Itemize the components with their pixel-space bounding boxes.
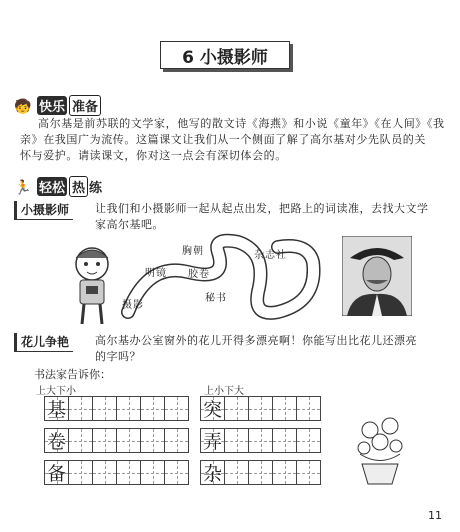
practice-cell[interactable] [92, 460, 117, 485]
practice-cell[interactable]: 杂 [200, 460, 225, 485]
section-prefix: 轻松 [37, 177, 67, 196]
page-number: 11 [428, 509, 442, 522]
boy-with-camera-illustration [62, 242, 122, 327]
flower-pot-illustration [350, 412, 410, 487]
task1-line: 让我们和小摄影师一起从起点出发，把路上的词读准，去找大文学 [95, 202, 429, 215]
task2-line: 高尔基办公室窗外的花儿开得多漂亮啊！你能写出比花儿还漂亮 [95, 334, 417, 347]
runner-icon: 🏃 [14, 180, 32, 196]
section-heading-prepare [14, 95, 102, 116]
section-highlight: 热 [69, 176, 88, 197]
intro-paragraph [20, 116, 448, 164]
practice-cell[interactable] [116, 396, 141, 421]
practice-cell[interactable] [164, 396, 189, 421]
practice-cell[interactable] [296, 396, 321, 421]
writing-grid-group1 [44, 396, 188, 485]
intro-line: 高尔基是前苏联的文学家，他写的散文诗《海燕》和小说《童年》《在人间》《我 [38, 117, 445, 130]
practice-cell[interactable] [68, 428, 93, 453]
practice-cell[interactable] [248, 428, 273, 453]
practice-cell[interactable]: 弄 [200, 428, 225, 453]
task2-instructions [95, 333, 450, 365]
practice-cell[interactable] [68, 460, 93, 485]
group-title: 上大下小 [36, 386, 76, 397]
practice-cell[interactable] [272, 396, 297, 421]
practice-cell[interactable] [140, 428, 165, 453]
group-title: 上小下大 [204, 386, 244, 397]
practice-cell[interactable] [164, 428, 189, 453]
section-heading-practice [14, 176, 102, 197]
practice-cell[interactable] [92, 396, 117, 421]
reader-boy-icon: 🧒 [14, 99, 32, 115]
lesson-title: 6 小摄影师 [160, 41, 290, 69]
practice-cell[interactable] [224, 396, 249, 421]
practice-cell[interactable] [140, 396, 165, 421]
path-word: 明镜 [145, 268, 167, 279]
practice-cell[interactable] [248, 460, 273, 485]
practice-cell[interactable] [140, 460, 165, 485]
section-highlight: 准备 [69, 95, 101, 116]
section-prefix: 快乐 [37, 96, 67, 115]
practice-cell[interactable] [272, 460, 297, 485]
intro-line: 怀与爱护。请读课文，你对这一点会有深切体会的。 [20, 149, 287, 162]
path-word: 胶卷 [188, 269, 210, 280]
task1-line: 家高尔基吧。 [95, 218, 164, 231]
practice-cell[interactable] [296, 460, 321, 485]
calligraphy-note: 书法家告诉你： [34, 368, 111, 381]
practice-cell[interactable]: 备 [44, 460, 69, 485]
task2-line: 的字吗？ [95, 350, 141, 363]
practice-cell[interactable]: 卷 [44, 428, 69, 453]
practice-cell[interactable] [224, 460, 249, 485]
practice-cell[interactable] [224, 428, 249, 453]
practice-cell[interactable] [92, 428, 117, 453]
practice-cell[interactable]: 突 [200, 396, 225, 421]
intro-line: 亲》在我国广为流传。这篇课文让我们从一个侧面了解了高尔基对少先队员的关 [20, 133, 426, 146]
practice-cell[interactable] [164, 460, 189, 485]
practice-cell[interactable] [248, 396, 273, 421]
path-word: 摄影 [122, 300, 144, 311]
task-label-photographer: 小摄影师 [14, 201, 73, 220]
task1-instructions [95, 201, 450, 233]
section-suffix: 练 [89, 181, 103, 196]
task-label-flowers: 花儿争艳 [14, 333, 73, 352]
path-word: 秘书 [205, 293, 227, 304]
practice-cell[interactable] [116, 428, 141, 453]
path-word: 杂志社 [254, 250, 287, 261]
path-word: 胸朝 [182, 246, 204, 257]
gorky-portrait-photo [342, 236, 412, 316]
practice-cell[interactable]: 基 [44, 396, 69, 421]
practice-cell[interactable] [272, 428, 297, 453]
word-path-road [118, 232, 338, 332]
writing-grid-group2 [200, 396, 320, 485]
practice-cell[interactable] [68, 396, 93, 421]
practice-cell[interactable] [116, 460, 141, 485]
practice-cell[interactable] [296, 428, 321, 453]
